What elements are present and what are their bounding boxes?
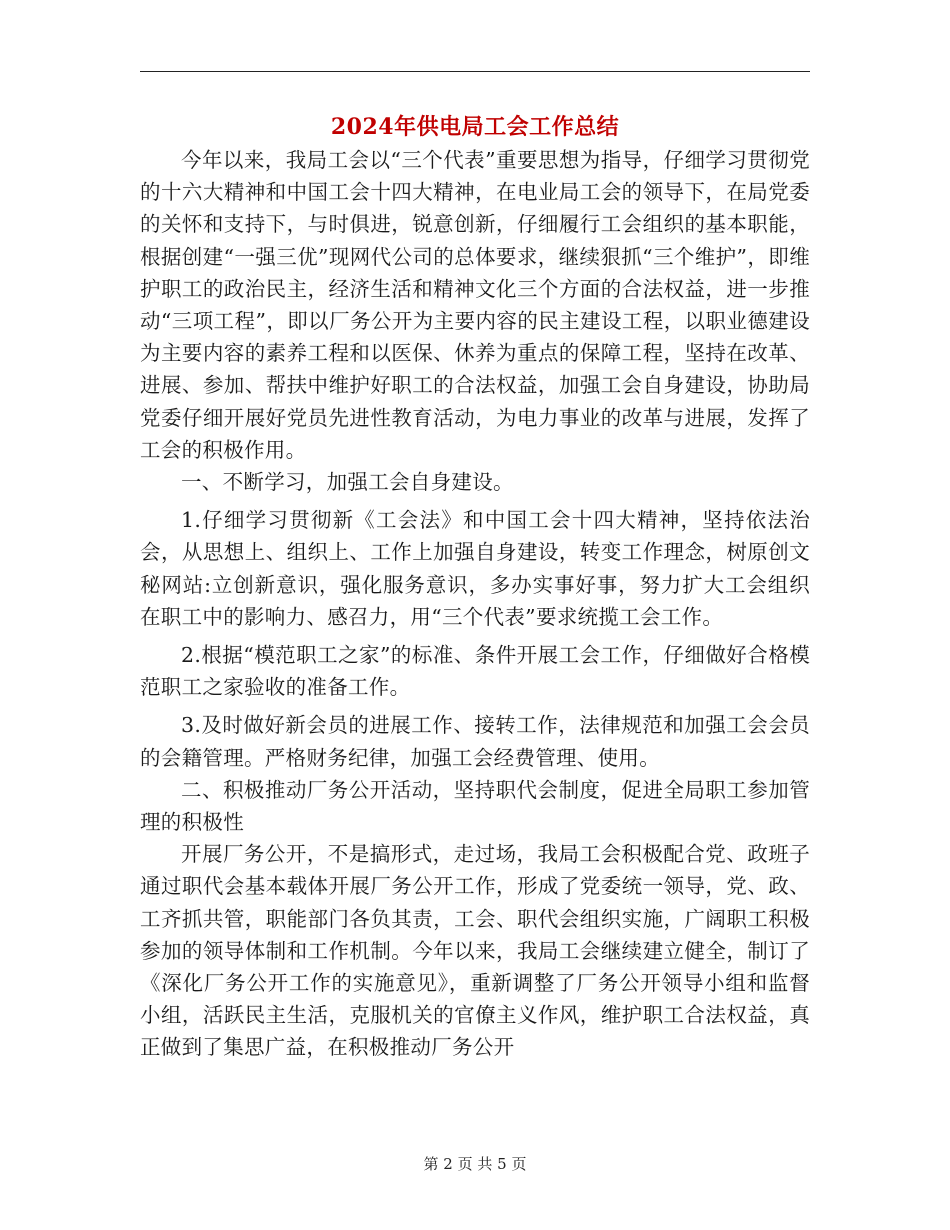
page-number-footer: 第 2 页 共 5 页: [423, 1155, 527, 1173]
paragraph-section-1-heading: 一、不断学习，加强工会自身建设。: [181, 470, 514, 495]
document-body: [140, 144, 810, 1064]
paragraph-item-3: 3.及时做好新会员的进展工作、接转工作，法律规范和加强工会会员的会籍管理。严格财务纪律，加强工会经费管理、使用。: [140, 713, 810, 770]
paragraph-item-1: 1.仔细学习贯彻新《工会法》和中国工会十四大精神，坚持依法治会，从思想上、组织上、工作上加强自身建设，转变工作理念，树原创文秘网站:立创新意识，强化服务意识，多办实事好事，努力扩大工会组织在职工中的影响力、感召力，用“三个代表”要求统揽工会工作。: [140, 508, 810, 629]
header-rule: [140, 71, 810, 72]
paragraph-section-2-body: 开展厂务公开，不是搞形式，走过场，我局工会积极配合党、政班子通过职代会基本载体开展厂务公开工作，形成了党委统一领导，党、政、工齐抓共管，职能部门各负其责，工会、职代会组织实施，广阔职工积极参加的领导体制和工作机制。今年以来，我局工会继续建立健全，制订了《深化厂务公开工作的实施意见》，重新调整了厂务公开领导小组和监督小组，活跃民主生活，克服机关的官僚主义作风，维护职工合法权益，真正做到了集思广益，在积极推动厂务公开: [140, 842, 810, 1060]
paragraph-section-2-heading: 二、积极推动厂务公开活动，坚持职代会制度，促进全局职工参加管理的积极性: [140, 777, 810, 835]
paragraph-intro: 今年以来，我局工会以“三个代表”重要思想为指导，仔细学习贯彻党的十六大精神和中国工会十四大精神，在电业局工会的领导下，在局党委的关怀和支持下，与时俱进，锐意创新，仔细履行工会组织的基本职能，根据创建“一强三优”现网代公司的总体要求，继续狠抓“三个维护”，即维护职工的政治民主，经济生活和精神文化三个方面的合法权益，进一步推动“三项工程”，即以厂务公开为主要内容的民主建设工程，以职业德建设为主要内容的素养工程和以医保、休养为重点的保障工程，坚持在改革、进展、参加、帮扶中维护好职工的合法权益，加强工会自身建设，协助局党委仔细开展好党员先进性教育活动，为电力事业的改革与进展，发挥了工会的积极作用。: [140, 148, 810, 462]
document-title: 2024年供电局工会工作总结: [330, 114, 620, 140]
paragraph-item-2: 2.根据“模范职工之家”的标准、条件开展工会工作，仔细做好合格模范职工之家验收的准备工作。: [140, 643, 810, 700]
